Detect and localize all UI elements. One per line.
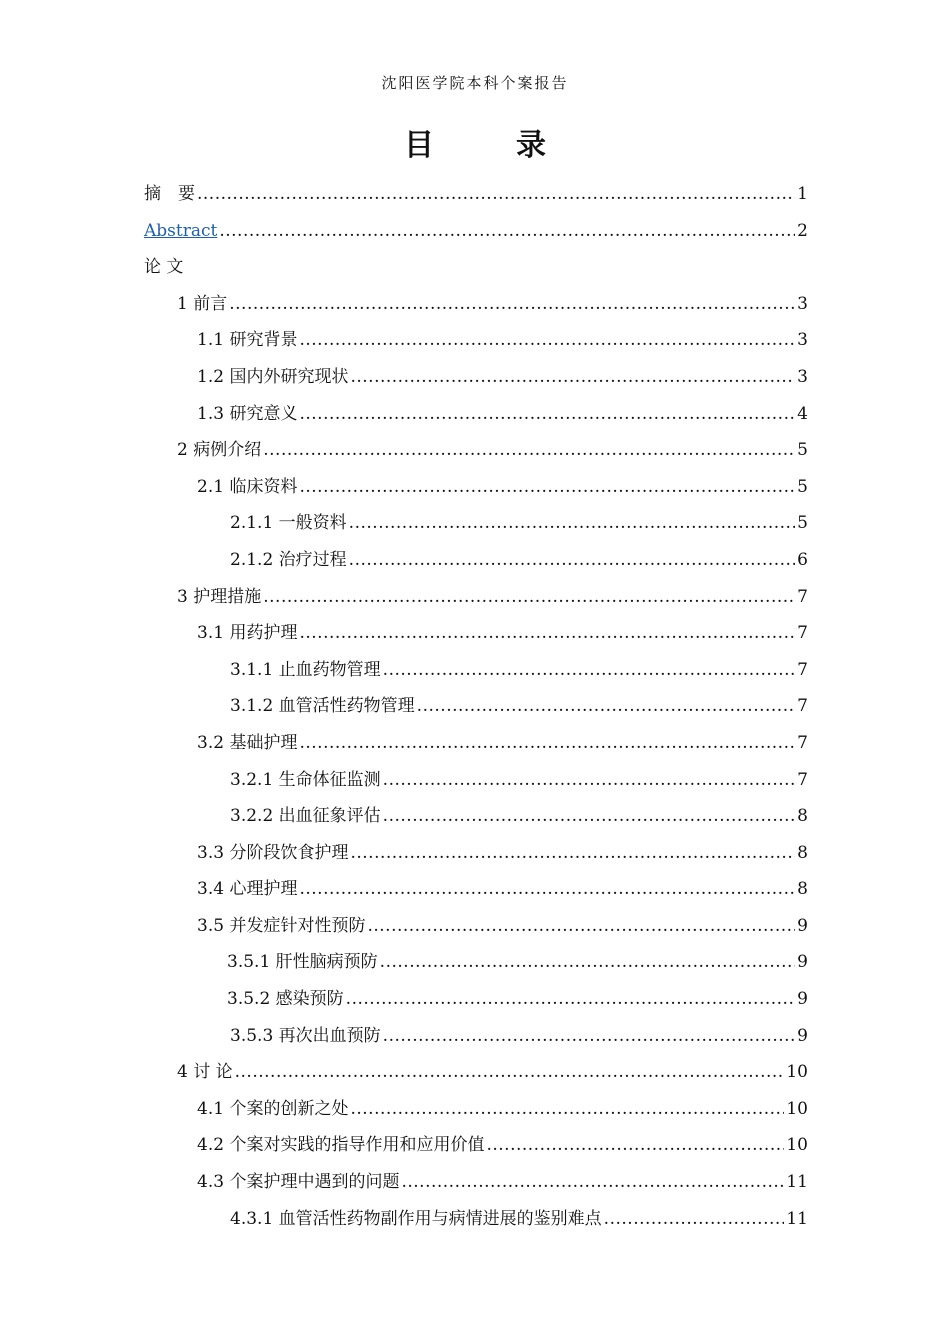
toc-entry[interactable]: [144, 615, 808, 652]
dot-leader: [383, 652, 796, 689]
dot-leader: [349, 542, 796, 579]
toc-page-number: 5: [797, 440, 808, 461]
dot-leader: [383, 798, 796, 835]
toc-page-number: 9: [797, 989, 808, 1010]
toc-entry-link[interactable]: Abstract: [144, 220, 218, 241]
toc-entry-label: 1.2 国内外研究现状: [197, 366, 349, 387]
toc-title: 目 录: [404, 128, 572, 163]
dot-leader: [299, 469, 795, 506]
toc-entry[interactable]: [144, 1018, 808, 1055]
toc-page-number: 3: [797, 366, 808, 387]
toc-page-number: 9: [797, 915, 808, 936]
dot-leader: [401, 1164, 784, 1201]
toc-entry-label: 3.5.3 再次出血预防: [230, 1025, 381, 1046]
toc-entry[interactable]: [144, 835, 808, 872]
toc-entry-label: 4.1 个案的创新之处: [197, 1098, 349, 1119]
toc-entry[interactable]: [144, 579, 808, 616]
toc-entry[interactable]: [144, 359, 808, 396]
toc-entry-label: 2 病例介绍: [177, 440, 262, 461]
toc-entry-label: 3.5.1 肝性脑病预防: [227, 952, 378, 973]
toc-entry-label: 4 讨 论: [177, 1062, 233, 1083]
toc-entry[interactable]: [144, 725, 808, 762]
dot-leader: [299, 396, 795, 433]
dot-leader: [219, 213, 795, 250]
toc-entry[interactable]: [144, 505, 808, 542]
dot-leader: [299, 615, 795, 652]
dot-leader: [367, 908, 795, 945]
dot-leader: [350, 1091, 784, 1128]
toc-page-number: 7: [797, 769, 808, 790]
toc-entry-label: 3.2.1 生命体征监测: [230, 769, 381, 790]
dot-leader: [349, 505, 796, 542]
dot-leader: [417, 688, 796, 725]
toc-entry[interactable]: [144, 908, 808, 945]
toc-entry[interactable]: [144, 688, 808, 725]
toc-entry-label: 3.4 心理护理: [197, 879, 298, 900]
toc-entry-label: 4.3.1 血管活性药物副作用与病情进展的鉴别难点: [230, 1208, 602, 1229]
toc-entry-label: 3.5.2 感染预防: [227, 989, 344, 1010]
dot-leader: [299, 322, 795, 359]
toc-entry[interactable]: [144, 871, 808, 908]
toc-page-number: 7: [797, 623, 808, 644]
toc-page-number: 10: [786, 1135, 808, 1156]
toc-entry[interactable]: [144, 396, 808, 433]
dot-leader: [486, 1127, 784, 1164]
toc-page-number: 5: [797, 513, 808, 534]
toc-entry[interactable]: [144, 1054, 808, 1091]
toc-page-number: 5: [797, 476, 808, 497]
toc-entry-label: 2.1.2 治疗过程: [230, 549, 347, 570]
toc-entry-label: 1.3 研究意义: [197, 403, 298, 424]
toc-entry-label: 3 护理措施: [177, 586, 262, 607]
toc-page-number: 3: [797, 330, 808, 351]
dot-leader: [263, 432, 795, 469]
dot-leader: [383, 1018, 796, 1055]
toc-page-number: 6: [797, 549, 808, 570]
toc-entry[interactable]: [144, 652, 808, 689]
dot-leader: [346, 981, 796, 1018]
toc-page-number: 7: [797, 659, 808, 680]
dot-leader: [380, 944, 796, 981]
toc-entry[interactable]: [144, 1091, 808, 1128]
toc-page-number: 10: [786, 1098, 808, 1119]
toc-entry-label: 4.2 个案对实践的指导作用和应用价值: [197, 1135, 485, 1156]
dot-leader: [197, 176, 795, 213]
toc-page-number: 9: [797, 952, 808, 973]
toc-entry-label: 1.1 研究背景: [197, 330, 298, 351]
toc-entry[interactable]: [144, 249, 808, 286]
toc-entry-label: 3.2 基础护理: [197, 732, 298, 753]
toc-entry-label: 3.1 用药护理: [197, 623, 298, 644]
toc-entry-label: 论 文: [144, 257, 184, 278]
toc-entry-label: 1 前言: [177, 293, 228, 314]
dot-leader: [235, 1054, 785, 1091]
toc-entry[interactable]: [144, 1127, 808, 1164]
toc-page-number: 7: [797, 586, 808, 607]
toc-entry-label: 3.2.2 出血征象评估: [230, 806, 381, 827]
toc-entry-label: 2.1.1 一般资料: [230, 513, 347, 534]
toc-page-number: 11: [786, 1208, 808, 1229]
dot-leader: [299, 871, 795, 908]
toc-page-number: 3: [797, 293, 808, 314]
toc-entry[interactable]: [144, 469, 808, 506]
toc-entry-label: 3.1.1 止血药物管理: [230, 659, 381, 680]
toc-page-number: 10: [786, 1062, 808, 1083]
toc-page-number: 7: [797, 732, 808, 753]
toc-entry-label: 摘 要: [144, 184, 195, 204]
toc-entry[interactable]: [144, 432, 808, 469]
toc-page-number: 7: [797, 696, 808, 717]
dot-leader: [604, 1201, 785, 1238]
toc-entry[interactable]: [144, 542, 808, 579]
toc-page-number: 4: [797, 403, 808, 424]
toc-page-number: 1: [797, 184, 808, 204]
toc-entry[interactable]: [144, 322, 808, 359]
toc-entry[interactable]: [144, 1164, 808, 1201]
dot-leader: [350, 359, 795, 396]
toc-entry-label: 3.5 并发症针对性预防: [197, 915, 366, 936]
table-of-contents: [144, 176, 808, 1237]
toc-page-number: 9: [797, 1025, 808, 1046]
toc-page-number: 8: [797, 879, 808, 900]
toc-page-number: 11: [786, 1172, 808, 1193]
toc-entry-label: 4.3 个案护理中遇到的问题: [197, 1172, 400, 1193]
toc-entry[interactable]: [144, 1201, 808, 1238]
toc-page-number: 8: [797, 806, 808, 827]
toc-entry[interactable]: [144, 176, 808, 213]
toc-page-number: 8: [797, 842, 808, 863]
dot-leader: [350, 835, 795, 872]
toc-entry[interactable]: [144, 762, 808, 799]
toc-entry[interactable]: [144, 286, 808, 323]
dot-leader: [229, 286, 795, 323]
toc-entry-label: 3.3 分阶段饮食护理: [197, 842, 349, 863]
toc-entry[interactable]: [144, 944, 808, 981]
toc-entry[interactable]: [144, 213, 808, 250]
page-header: 沈阳医学院本科个案报告: [381, 74, 569, 92]
dot-leader: [383, 762, 796, 799]
toc-entry-label: 2.1 临床资料: [197, 476, 298, 497]
dot-leader: [299, 725, 795, 762]
toc-entry[interactable]: [144, 981, 808, 1018]
toc-page-number: 2: [797, 220, 808, 241]
toc-entry[interactable]: [144, 798, 808, 835]
dot-leader: [263, 579, 795, 616]
toc-entry-label: 3.1.2 血管活性药物管理: [230, 696, 415, 717]
